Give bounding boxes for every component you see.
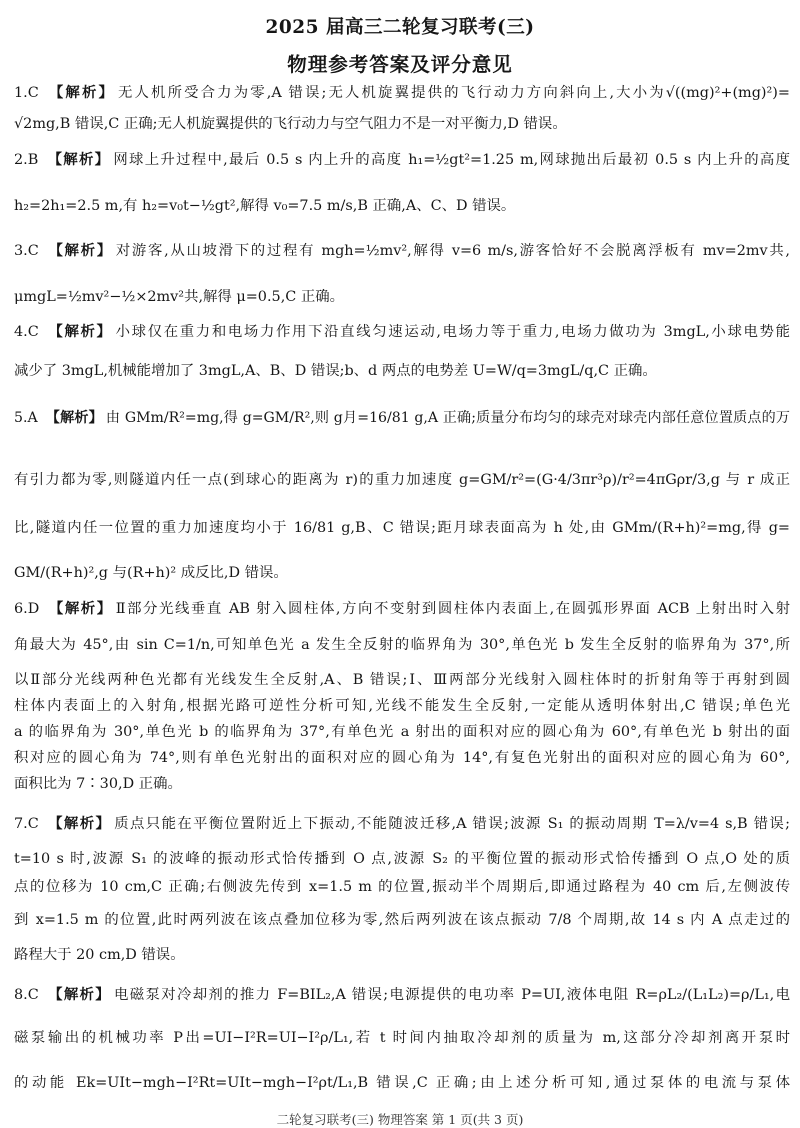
answer-5-line-2: 有引力都为零,则隧道内任一点(到球心的距离为 r)的重力加速度 g=GM/r²=(G·4/3πr³ρ)/r²=4πGρr/3,g 与 r 成正 [14,472,790,488]
answer-2-line-2: h₂=2h₁=2.5 m,有 h₂=v₀t−½gt²,解得 v₀=7.5 m/s,B 正确,A、C、D 错误。 [14,198,516,214]
answer-6-line-2: 角最大为 45°,由 sin C=1/n,可知单色光 a 发生全反射的临界角为 30°,单色光 b 发生全反射的临界角为 37°,所 [14,637,790,653]
exam-title: 2025 届高三二轮复习联考(三) [265,17,535,38]
answer-6-line-4: 柱体内表面上的入射角,根据光路可逆性分析可知,光线不能发生全反射,一定能从透明体射出,C 错误;单色光 [14,698,790,714]
answer-8-line-1: 8.C 【解析】 电磁泵对冷却剂的推力 F=BIL₂,A 错误;电源提供的电功率 P=UI,液体电阻 R=ρL₂/(L₁L₂)=ρ/L₁,电 [14,986,790,1003]
answer-7-line-2: t=10 s 时,波源 S₁ 的波峰的振动形式恰传播到 O 点,波源 S₂ 的平衡位置的振动形式恰传播到 O 点,O 处的质 [14,851,790,867]
answer-8-line-3: 的动能 Ek=UIt−mgh−I²Rt=UIt−mgh−I²ρt/L₁,B 错误,C 正确;由上述分析可知,通过泵体的电流与泵体 [14,1075,790,1091]
answer-3-line-1: 3.C 【解析】 对游客,从山坡滑下的过程有 mgh=½mv²,解得 v=6 m/s,游客恰好不会脱离浮板有 mv=2mv共, [14,242,790,259]
answer-6-line-3: 以Ⅱ部分光线两种色光都有光线发生全反射,A、B 错误;Ⅰ、Ⅲ两部分光线射入圆柱体时的折射角等于再射到圆 [14,672,790,688]
answer-1-line-1: 1.C 【解析】 无人机所受合力为零,A 错误;无人机旋翼提供的飞行动力方向斜向上,大小为√((mg)²+(mg)²)= [14,84,790,101]
answer-5-line-1: 5.A 【解析】 由 GMm/R²=mg,得 g=GM/R²,则 g月=16/81 g,A 正确;质量分布均匀的球壳对球壳内部任意位置质点的万 [14,410,790,426]
page-footer: 二轮复习联考(三) 物理答案 第 1 页(共 3 页) [276,1112,524,1127]
answer-4-line-2: 减少了 3mgL,机械能增加了 3mgL,A、B、D 错误;b、d 两点的电势差 U=W/q=3mgL/q,C 正确。 [14,363,657,379]
answer-4-line-1: 4.C 【解析】 小球仅在重力和电场力作用下沿直线匀速运动,电场力等于重力,电场力做功为 3mgL,小球电势能 [14,323,790,340]
answer-6-line-7: 面积比为 7∶30,D 正确。 [14,776,182,792]
answer-7-line-1: 7.C 【解析】 质点只能在平衡位置附近上下振动,不能随波迁移,A 错误;波源 S₁ 的振动周期 T=λ/v=4 s,B 错误; [14,815,790,832]
answer-5-line-4: GM/(R+h)²,g 与(R+h)² 成反比,D 错误。 [14,565,288,581]
answer-7-line-5: 路程大于 20 cm,D 错误。 [14,947,185,963]
answer-6-line-6: 积对应的圆心角为 74°,则有单色光射出的面积对应的圆心角为 14°,有复色光射出的面积对应的圆心角为 60°, [14,750,790,766]
answer-7-line-4: 到 x=1.5 m 的位置,此时两列波在该点叠加位移为零,然后两列波在该点振动 7/8 个周期,故 14 s 内 A 点走过的 [14,912,790,928]
answer-7-line-3: 点的位移为 10 cm,C 正确;右侧波先传到 x=1.5 m 的位置,振动半个周期后,即通过路程为 40 cm 后,左侧波传 [14,879,790,895]
answer-3-line-2: μmgL=½mv²−½×2mv²共,解得 μ=0.5,C 正确。 [14,289,345,305]
answer-6-line-5: a 的临界角为 30°,单色光 b 的临界角为 37°,有单色光 a 射出的面积对应的圆心角为 60°,有单色光 b 射出的面 [14,724,790,740]
answer-6-line-1: 6.D 【解析】 Ⅱ部分光线垂直 AB 射入圆柱体,方向不变射到圆柱体内表面上,在圆弧形界面 ACB 上射出时入射 [14,600,790,617]
answer-key-subtitle: 物理参考答案及评分意见 [287,53,513,76]
answer-2-line-1: 2.B 【解析】 网球上升过程中,最后 0.5 s 内上升的高度 h₁=½gt²=1.25 m,网球抛出后最初 0.5 s 内上升的高度 [14,151,790,168]
answer-5-line-3: 比,隧道内任一位置的重力加速度均小于 16/81 g,B、C 错误;距月球表面高为 h 处,由 GMm/(R+h)²=mg,得 g= [14,520,790,536]
answer-1-line-2: √2mg,B 错误,C 正确;无人机旋翼提供的飞行动力与空气阻力不是一对平衡力,D 错误。 [14,116,567,132]
answer-8-line-2: 磁泵输出的机械功率 P出=UI−I²R=UI−I²ρ/L₁,若 t 时间内抽取冷却剂的质量为 m,这部分冷却剂离开泵时 [14,1030,790,1046]
